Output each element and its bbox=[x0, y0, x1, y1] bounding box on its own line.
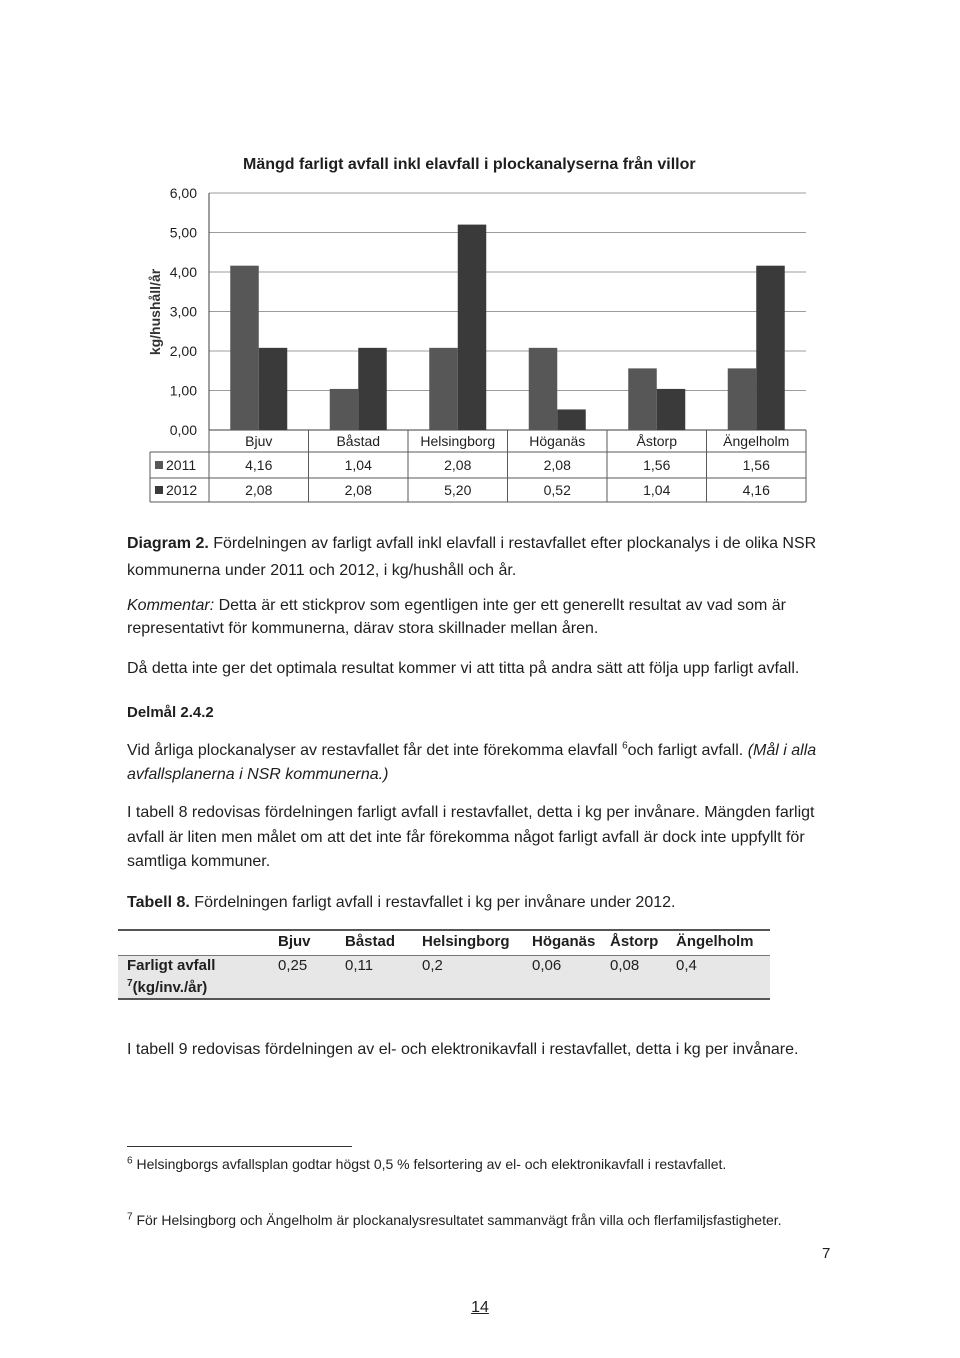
goal-text: Vid årliga plockanalyser av restavfallet får det inte förekomma elavfall bbox=[127, 742, 623, 759]
table9-paragraph: I tabell 9 redovisas fördelningen av el- och elektronikavfall i restavfallet, detta i kg per invånare. bbox=[127, 1041, 799, 1058]
y-tick-label: 5,00 bbox=[169, 224, 197, 241]
bar-chart bbox=[0, 0, 960, 520]
diagram-caption-line-1 bbox=[127, 535, 816, 553]
table8-value-cell: 0,06 bbox=[532, 957, 562, 974]
bar-2011-2 bbox=[330, 389, 359, 430]
legend-label: 2012 bbox=[166, 482, 198, 498]
comment-text: Detta är ett stickprov som egentligen inte ger ett generellt resultat av vad som är bbox=[214, 597, 786, 614]
footnote-text: Helsingborgs avfallsplan godtar högst 0,5 % felsortering av el- och elektronikavfall i restavfallet. bbox=[132, 1156, 727, 1172]
footnote-7 bbox=[127, 1212, 782, 1229]
footnote-text: För Helsingborg och Ängelholm är plockanalysresultatet sammanvägt från villa och flerfamiljsfastigheter. bbox=[132, 1212, 782, 1228]
table8-caption bbox=[127, 894, 675, 912]
comment-label: Kommentar: bbox=[127, 597, 215, 614]
chart-title: Mängd farligt avfall inkl elavfall i plockanalyserna från villor bbox=[243, 156, 696, 173]
bar-2011-4 bbox=[529, 348, 558, 430]
table8-caption-label: Tabell 8. bbox=[127, 894, 190, 911]
bar-2011-6 bbox=[728, 368, 757, 430]
data-label-2011: 1,56 bbox=[742, 457, 770, 473]
data-label-2011: 1,04 bbox=[344, 457, 372, 473]
diagram-caption-label: Diagram 2. bbox=[127, 535, 209, 552]
table8-row-label: Farligt avfall bbox=[127, 957, 216, 974]
table8-header-rule bbox=[118, 955, 770, 956]
goal-italic-note: (Mål i alla bbox=[747, 742, 817, 759]
table8-row-unit bbox=[127, 979, 207, 997]
page-number: 14 bbox=[471, 1299, 489, 1316]
footnote-mark: 7 bbox=[127, 1211, 133, 1223]
table8-header-cell: Båstad bbox=[345, 933, 396, 950]
legend-key-2011 bbox=[155, 461, 163, 469]
footnote-6 bbox=[127, 1156, 726, 1173]
bar-2012-6 bbox=[756, 266, 785, 430]
x-category-label: Helsingborg bbox=[420, 433, 496, 449]
goal-heading: Delmål 2.4.2 bbox=[127, 704, 214, 721]
bar-2011-3 bbox=[429, 348, 458, 430]
diagram-caption-line-2: kommunerna under 2011 och 2012, i kg/hushåll och år. bbox=[127, 562, 517, 579]
table8-row-unit-text: (kg/inv./år) bbox=[132, 979, 208, 996]
x-category-label: Båstad bbox=[336, 433, 381, 449]
footnote-mark: 6 bbox=[127, 1155, 133, 1167]
x-category-label: Bjuv bbox=[245, 433, 273, 449]
footnote-reference-6: 6 bbox=[622, 740, 628, 752]
bar-2012-3 bbox=[458, 225, 487, 430]
x-category-label: Ängelholm bbox=[723, 433, 790, 449]
gridlines bbox=[209, 193, 806, 430]
goal-line-2: avfallsplanerna i NSR kommunerna.) bbox=[127, 766, 389, 783]
x-category-label: Åstorp bbox=[636, 433, 677, 449]
table8-value-cell: 0,4 bbox=[676, 957, 697, 974]
table8-paragraph-line-2: avfall är liten men målet om att det inte får förekomma något farligt avfall är dock inte uppfyllt för bbox=[127, 829, 805, 846]
table8-header-cell: Ängelholm bbox=[676, 933, 754, 950]
table8-header-cell: Bjuv bbox=[278, 933, 311, 950]
y-tick-label: 1,00 bbox=[169, 382, 197, 399]
y-tick-label: 4,00 bbox=[169, 264, 197, 280]
followup-paragraph: Då detta inte ger det optimala resultat kommer vi att titta på andra sätt att följa upp farligt avfall. bbox=[127, 660, 800, 677]
chart-data-table bbox=[150, 430, 806, 502]
table8-top-rule bbox=[118, 929, 770, 931]
comment-line-2: representativt för kommunerna, därav stora skillnader mellan åren. bbox=[127, 620, 599, 637]
table8-paragraph-line-1: I tabell 8 redovisas fördelningen farligt avfall i restavfallet, detta i kg per invånare. Mängden farligt bbox=[127, 804, 815, 821]
goal-line-1 bbox=[127, 742, 816, 760]
goal-text-continued: och farligt avfall. bbox=[627, 742, 748, 759]
bar-2012-5 bbox=[657, 389, 686, 430]
data-label-2011: 2,08 bbox=[444, 457, 472, 473]
x-category-label: Höganäs bbox=[529, 433, 586, 449]
table8-value-cell: 0,08 bbox=[610, 957, 640, 974]
table8-caption-text: Fördelningen farligt avfall i restavfallet i kg per invånare under 2012. bbox=[189, 894, 676, 911]
bar-2012-4 bbox=[557, 409, 586, 430]
bar-2011-5 bbox=[628, 368, 657, 430]
y-tick-label: 3,00 bbox=[169, 303, 197, 320]
bar-2011-1 bbox=[230, 266, 259, 430]
data-label-2011: 2,08 bbox=[543, 457, 571, 473]
table8-paragraph-line-3: samtliga kommuner. bbox=[127, 853, 271, 870]
data-label-2012: 4,16 bbox=[742, 482, 770, 498]
page-number-original: 7 bbox=[822, 1245, 831, 1262]
diagram-caption-text: Fördelningen av farligt avfall inkl elavfall i restavfallet efter plockanalys i de olika NSR bbox=[208, 535, 817, 552]
table8-header-cell: Helsingborg bbox=[422, 933, 510, 950]
table8-value-cell: 0,2 bbox=[422, 957, 443, 974]
table8-value-cell: 0,25 bbox=[278, 957, 308, 974]
table8-bottom-rule bbox=[118, 998, 770, 1000]
footnote-reference-7: 7 bbox=[127, 978, 133, 989]
data-label-2012: 0,52 bbox=[543, 482, 571, 498]
data-label-2012: 5,20 bbox=[444, 482, 472, 498]
data-label-2012: 1,04 bbox=[643, 482, 671, 498]
legend-label: 2011 bbox=[166, 457, 197, 473]
table8-header-cell: Höganäs bbox=[532, 933, 596, 950]
y-tick-label: 6,00 bbox=[169, 185, 197, 201]
y-axis-label: kg/hushåll/år bbox=[147, 268, 163, 356]
y-tick-label: 2,00 bbox=[169, 343, 197, 359]
comment-line-1 bbox=[127, 597, 786, 615]
data-label-2012: 2,08 bbox=[344, 482, 372, 498]
y-tick-label: 0,00 bbox=[169, 422, 197, 438]
bar-2012-1 bbox=[259, 348, 288, 430]
footnote-separator bbox=[127, 1146, 352, 1147]
table8-header-cell: Åstorp bbox=[610, 933, 659, 950]
data-label-2011: 1,56 bbox=[643, 457, 671, 473]
bar-2012-2 bbox=[358, 348, 387, 430]
bars bbox=[230, 225, 785, 430]
data-label-2012: 2,08 bbox=[245, 482, 273, 498]
table8-value-cell: 0,11 bbox=[345, 957, 374, 974]
data-label-2011: 4,16 bbox=[245, 457, 273, 473]
table8-row-background bbox=[118, 956, 770, 998]
legend-key-2012 bbox=[155, 486, 163, 494]
